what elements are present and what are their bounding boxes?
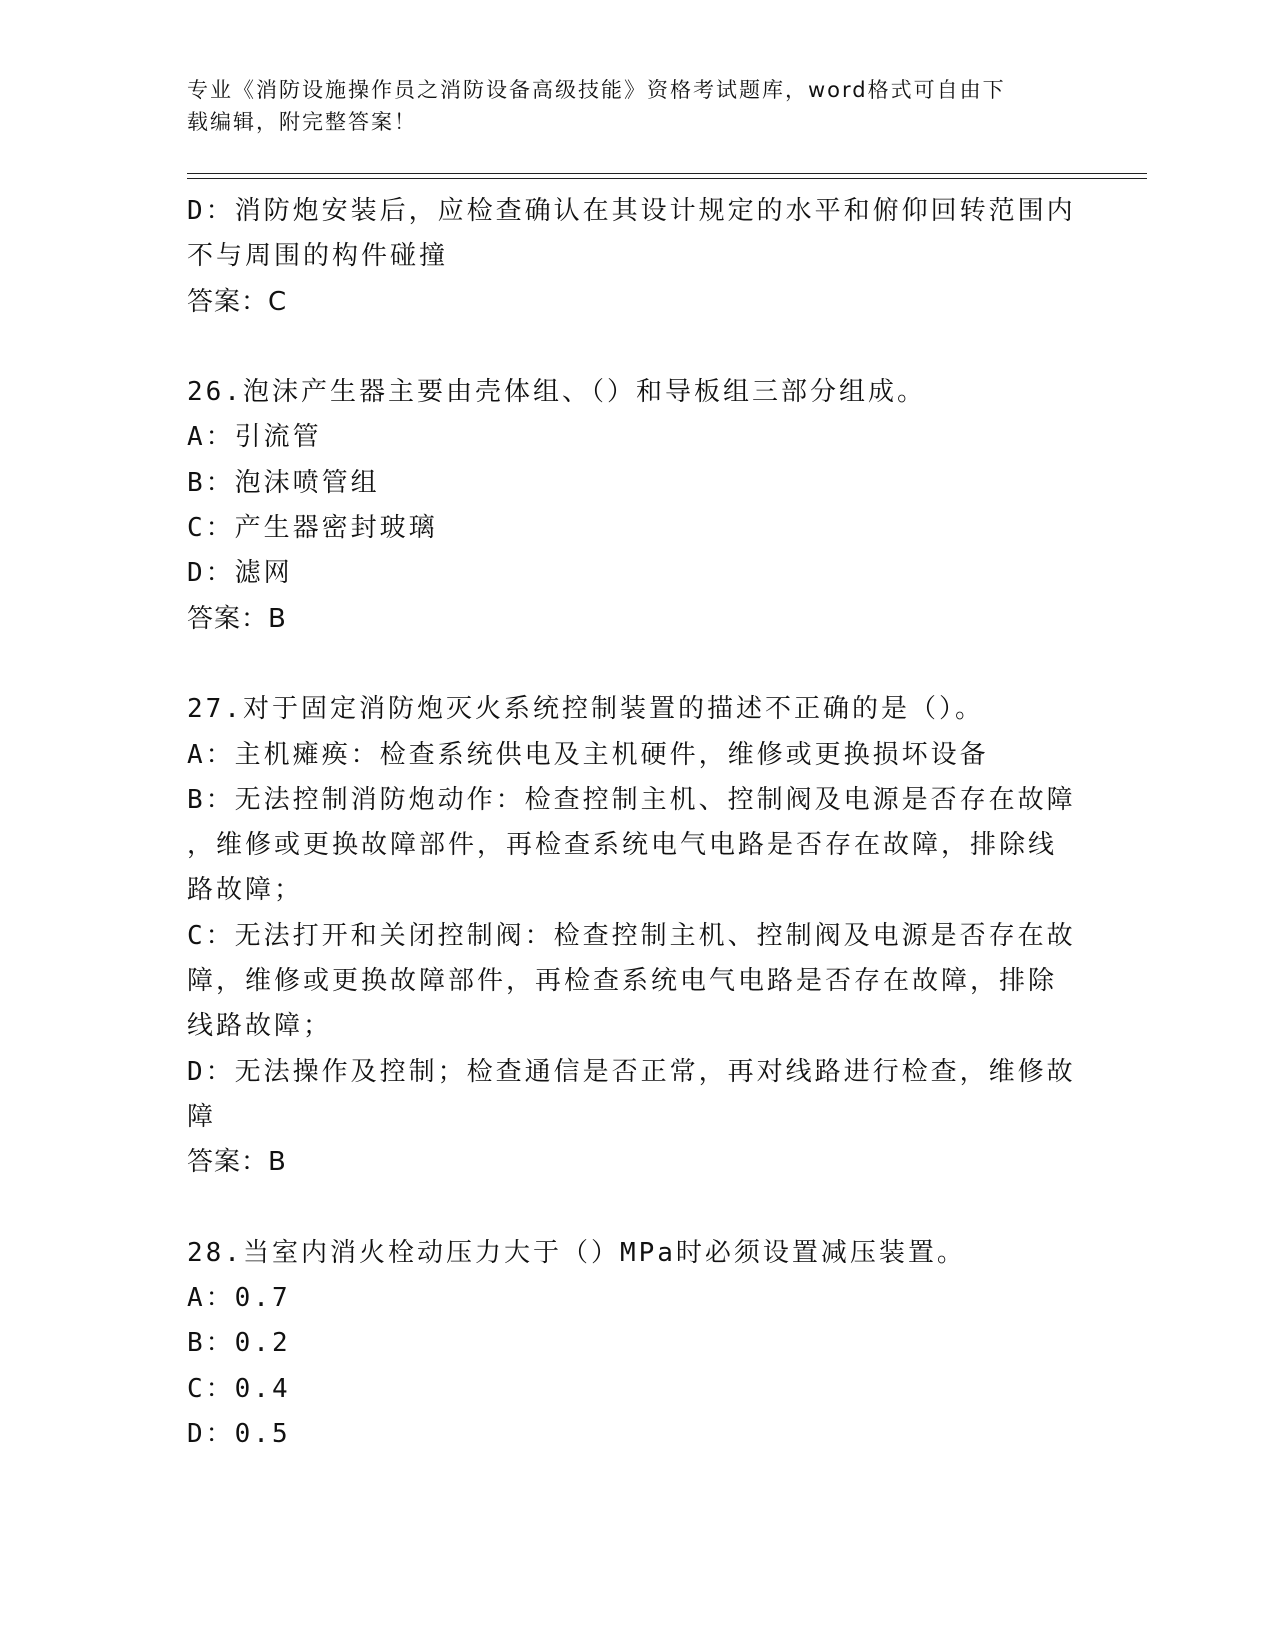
- header-line-2: 载编辑，附完整答案！: [187, 110, 417, 134]
- question-28-option-a: A：0.7: [187, 1283, 291, 1314]
- question-27-option-b-line-1: B：无法控制消防炮动作：检查控制主机、控制阀及电源是否存在故障: [187, 784, 1076, 815]
- question-26-option-c: C：产生器密封玻璃: [187, 513, 438, 544]
- question-27-option-a: A：主机瘫痪：检查系统供电及主机硬件，维修或更换损坏设备: [187, 739, 989, 770]
- option-d-line-2: 不与周围的构件碰撞: [187, 241, 449, 272]
- header-rule-top: [187, 173, 1147, 174]
- question-27-option-c-line-2: 障，维修或更换故障部件，再检查系统电气电路是否存在故障，排除: [187, 966, 1058, 997]
- question-28-option-d: D：0.5: [187, 1419, 291, 1450]
- question-27-option-b-line-3: 路故障；: [187, 875, 304, 906]
- prev-question-block: [187, 189, 1087, 325]
- question-27-option-c-line-1: C：无法打开和关闭控制阀：检查控制主机、控制阀及电源是否存在故: [187, 920, 1076, 951]
- question-26-option-d: D：滤网: [187, 558, 293, 589]
- question-27-option-d-line-1: D：无法操作及控制；检查通信是否正常，再对线路进行检查，维修故: [187, 1056, 1076, 1087]
- question-27-option-c-line-3: 线路故障；: [187, 1011, 333, 1042]
- answer-label: 答案：C: [187, 286, 288, 317]
- question-26-text: 26.泡沫产生器主要由壳体组、（）和导板组三部分组成。: [187, 377, 926, 408]
- option-d-line-1: D：消防炮安装后，应检查确认在其设计规定的水平和俯仰回转范围内: [187, 196, 1076, 226]
- question-26-option-a: A：引流管: [187, 422, 322, 453]
- question-26-block: [187, 370, 1087, 642]
- question-27-option-d-line-2: 障: [187, 1101, 217, 1132]
- document-header: [187, 74, 1087, 138]
- question-27-answer: 答案：B: [187, 1147, 287, 1178]
- question-28-block: [187, 1231, 1087, 1457]
- header-line-1: 专业《消防设施操作员之消防设备高级技能》资格考试题库，word格式可自由下: [187, 78, 1006, 102]
- question-28-text: 28.当室内消火栓动压力大于（）MPa时必须设置减压装置。: [187, 1237, 966, 1268]
- question-27-option-b-line-2: ，维修或更换故障部件，再检查系统电气电路是否存在故障，排除线: [187, 830, 1058, 861]
- question-27-block: [187, 687, 1087, 1185]
- question-26-answer: 答案：B: [187, 603, 287, 634]
- header-rule-bottom: [187, 178, 1147, 179]
- question-28-option-b: B：0.2: [187, 1328, 291, 1359]
- question-28-option-c: C：0.4: [187, 1373, 291, 1404]
- question-26-option-b: B：泡沫喷管组: [187, 467, 380, 498]
- question-content: [187, 189, 1087, 1457]
- question-27-text: 27.对于固定消防炮灭火系统控制装置的描述不正确的是（）。: [187, 694, 984, 725]
